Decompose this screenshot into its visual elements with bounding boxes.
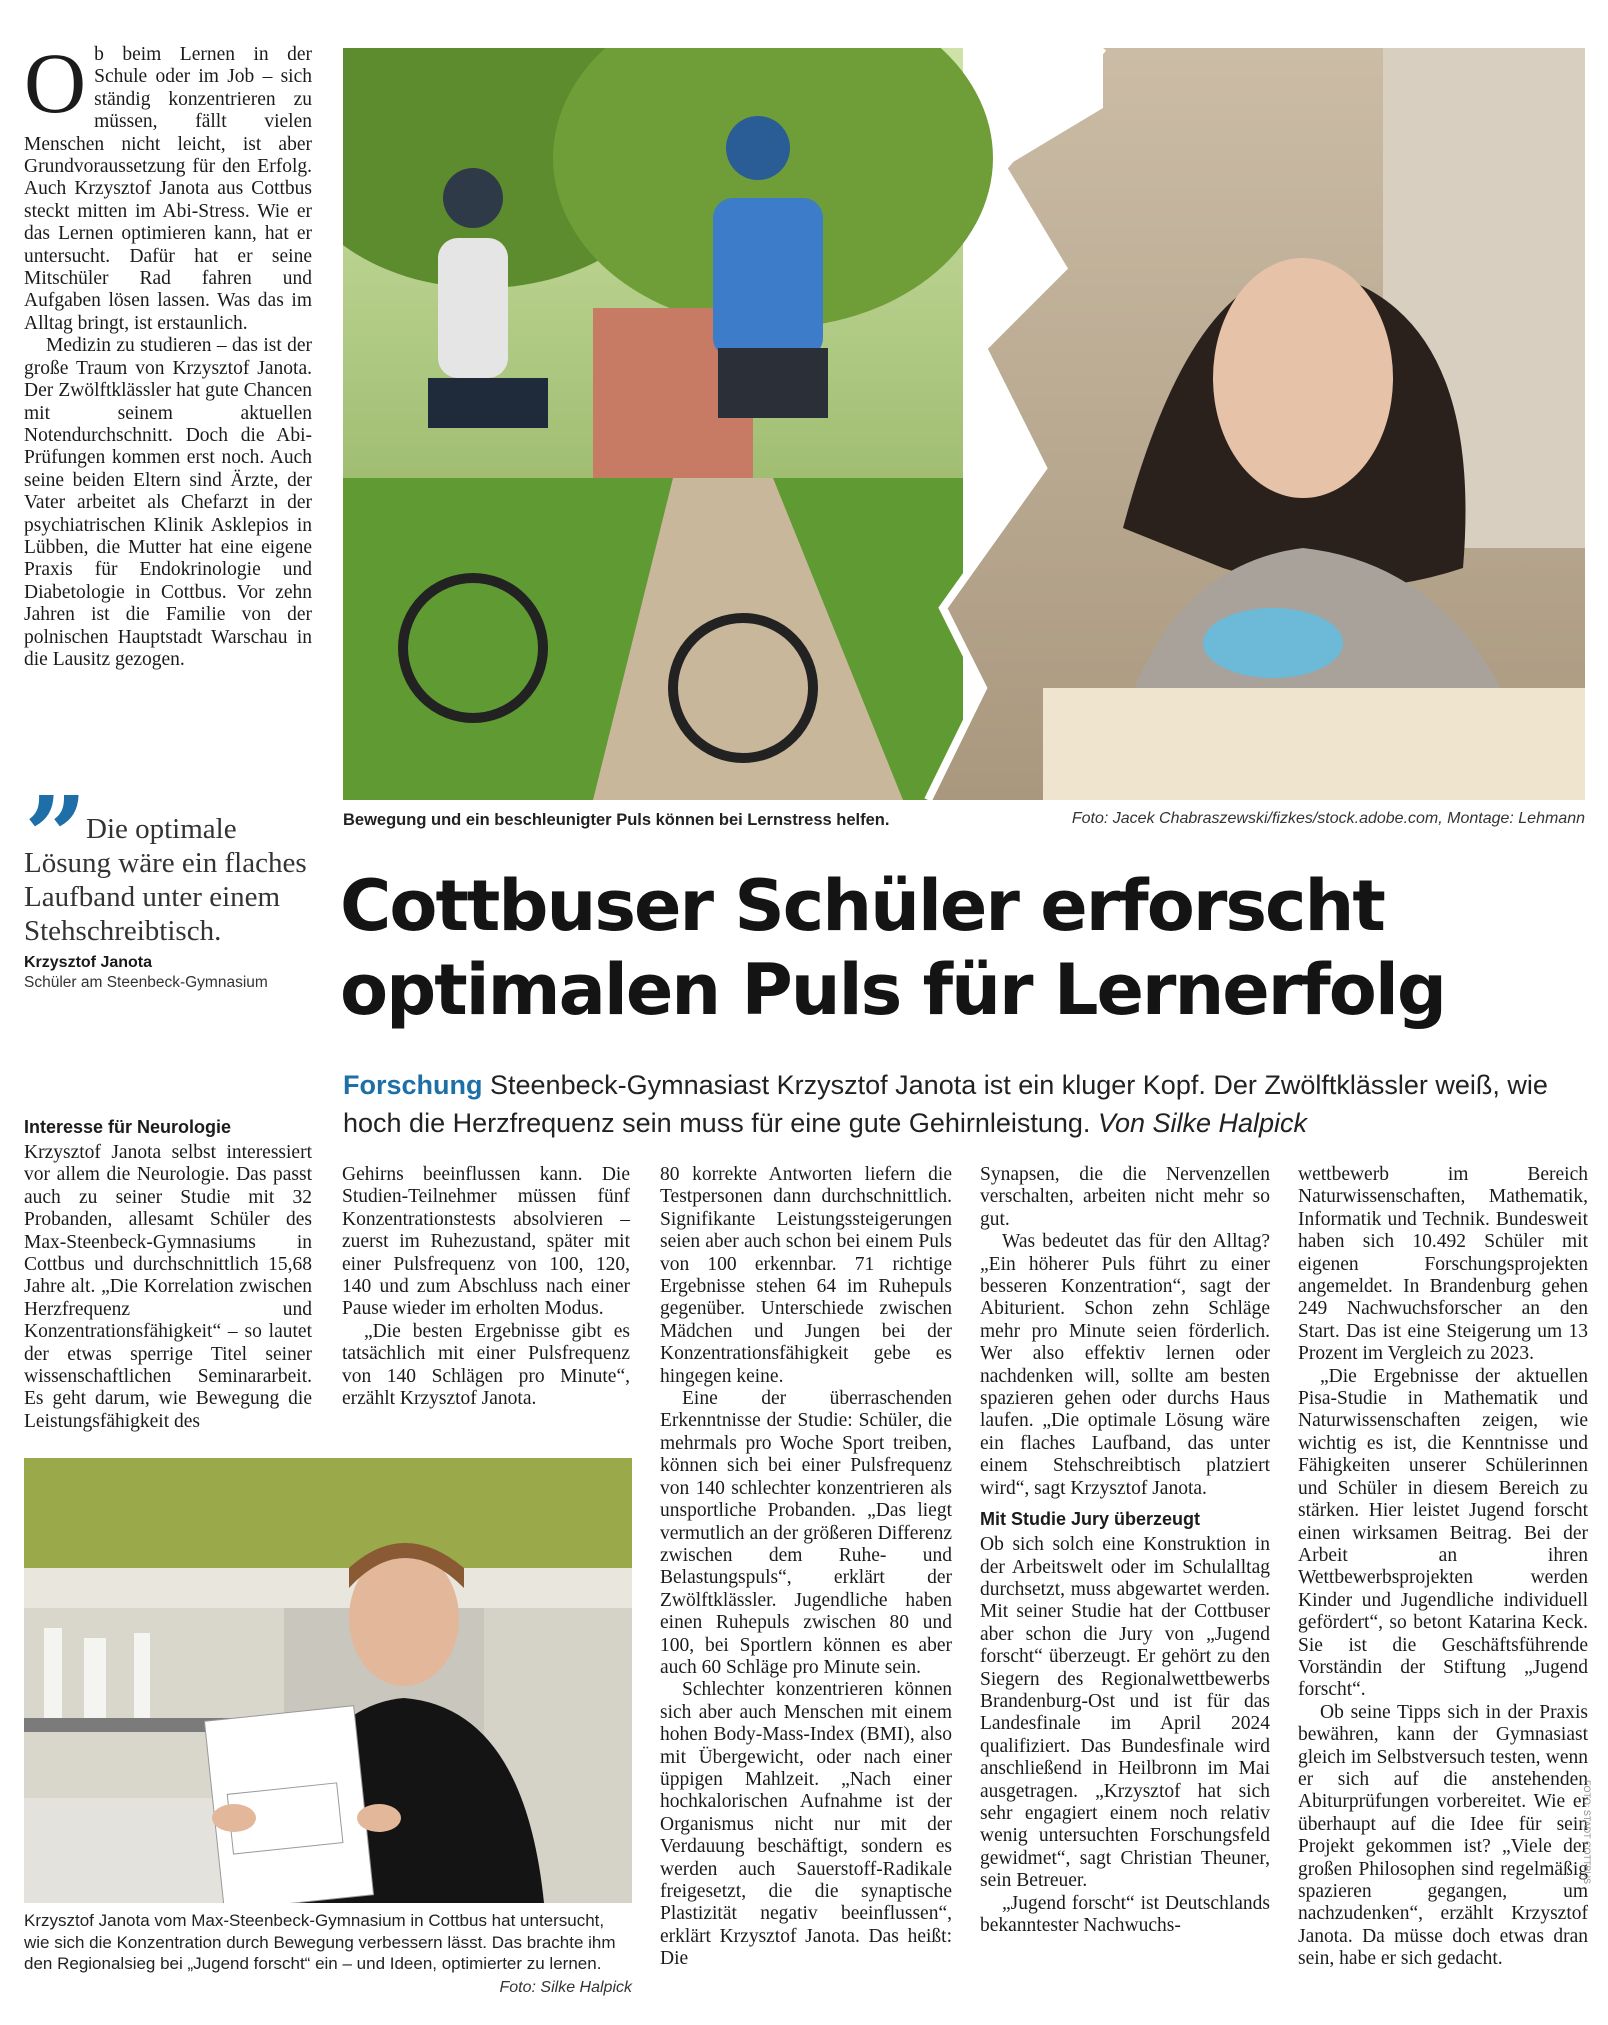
pull-quote bbox=[24, 772, 314, 992]
column-3 bbox=[660, 1164, 952, 1971]
col4-paragraph-2: Was bedeutet das für den Alltag? „Ein höherer Puls führt zu einer besseren Konzentration“, sagt der Abiturient. Schon zehn Schläge mehr pro Minute seien förderlich. Wer also effektiv lernen oder nachdenken will, sollte am besten spazieren gehen oder durchs Haus laufen. „Die optimale Lösung wäre ein flaches Laufband, das unter einem Stehschreibtisch platziert wird“, sagt Krzysztof Janota. bbox=[980, 1231, 1270, 1499]
pull-quote-text: Die optimale Lösung wäre ein flaches Laufband unter einem Stehschreibtisch. bbox=[24, 813, 307, 947]
col3-paragraph-2: Eine der überraschenden Erkenntnisse der Studie: Schüler, die mehrmals pro Woche Sport treiben, können sich bei einer Pulsfrequenz von 140 schlechter konzentrieren als unsportliche Probanden. „Das liegt vermutlich an der größeren Differenz zwischen dem Ruhe- und Belastungspuls“, erklärt der Zwölftklässler. Jugendliche haben einen Ruhepuls zwischen 80 und 100, bei Sportlern können es aber auch 60 Schläge pro Minute sein. bbox=[660, 1388, 952, 1678]
col3-paragraph-3: Schlechter konzentrieren können sich aber auch Menschen mit einem hohen Body-Mass-Index (BMI), also mit Übergewicht, oder nach einer üppigen Mahlzeit. „Nach einer hochkalorischen Aufnahme ist der Organismus nicht nur mit der Verdauung beschäftigt, sondern es werden auch Sauerstoff-Radikale freigesetzt, die die synaptische Plastizität negativ beeinflussen“, erklärt Krzysztof Janota. Das heißt: Die bbox=[660, 1679, 952, 1970]
headline bbox=[340, 864, 1590, 1032]
col5-paragraph-3: Ob seine Tipps sich in der Praxis bewähren, kann der Gymnasiast gleich im Selbstversuch testen, wenn er sich auf die anstehenden Abiturprüfungen vorbereitet. Wie er überhaupt auf die Idee für sein Projekt gekommen ist? „Viele der großen Philosophen sind regelmäßig spazieren gegangen, um nachzudenken“, erzählt Krzysztof Janota. Da müsse doch etwas dran sein, habe er sich gedacht. bbox=[1298, 1701, 1588, 1970]
lab-photo-caption bbox=[24, 1910, 632, 1998]
photo-montage-image bbox=[343, 48, 1585, 800]
col2-paragraph-1: Gehirns beeinflussen kann. Die Studien-Teilnehmer müssen fünf Konzentrationstests absolvieren – zuerst im Ruhezustand, später mit einer Pulsfrequenz von 100, 120, 140 und zum Abschluss nach einer Pause wieder im erholten Modus. bbox=[342, 1164, 630, 1320]
pull-quote-name: Krzysztof Janota bbox=[24, 954, 153, 971]
dropcap: O bbox=[24, 35, 87, 131]
lead-author: Von Silke Halpick bbox=[1097, 1108, 1308, 1138]
column-2 bbox=[342, 1164, 630, 1410]
column-5 bbox=[1298, 1164, 1588, 1971]
col4-paragraph-3: Ob sich solch eine Konstruktion in der Arbeitswelt oder im Schulalltag durchsetzt, muss abgewartet werden. Mit seiner Studie hat der Cottbuser aber schon die Jury von „Jugend forscht“ überzeugt. Er gehört zu den Siegern des Regionalwettbewerbs Brandenburg-Ost und ist für das Landesfinale im April 2024 qualifiziert. Das Bundesfinale wird anschließend in Heilbronn im Mai ausgetragen. „Krzysztof hat sich sehr engagiert einem noch relativ wenig untersuchten Forschungsfeld gewidmet“, sagt Christian Theuner, sein Betreuer. bbox=[980, 1534, 1270, 1892]
subhead-jury: Mit Studie Jury überzeugt bbox=[980, 1509, 1201, 1530]
lead bbox=[343, 1066, 1588, 1142]
intro-column bbox=[24, 35, 312, 671]
side-credit: FOTO: STADT COTTBUS bbox=[1582, 1780, 1592, 1885]
subhead-neurologie: Interesse für Neurologie bbox=[24, 1117, 232, 1137]
lab-photo-caption-text: Krzysztof Janota vom Max-Steenbeck-Gymnasium in Cottbus hat untersucht, wie sich die Konzentration durch Bewegung verbessern lässt. Das brachte ihm den Regionalsieg bei „Jugend forscht“ ein – und Ideen, optimierter zu lernen. bbox=[24, 1911, 616, 1973]
col2-paragraph-2: „Die besten Ergebnisse gibt es tatsächlich mit einer Pulsfrequenz von 140 Schlägen pro Minute“, erzählt Krzysztof Janota. bbox=[342, 1320, 630, 1410]
column-1 bbox=[24, 1114, 312, 1433]
headline-line-1: Cottbuser Schüler erforscht bbox=[340, 865, 1384, 947]
lab-photo-image bbox=[24, 1458, 632, 1903]
main-photo-caption: Bewegung und ein beschleunigter Puls können bei Lernstress helfen. bbox=[343, 811, 890, 829]
col3-paragraph-1: 80 korrekte Antworten liefern die Testpersonen dann durchschnittlich. Signifikante Leistungssteigerungen seien aber auch schon bei einem Puls von 100 erkennbar. 71 richtige Ergebnisse stehen 64 im Ruhepuls gegenüber. Unterschiede zwischen Mädchen und Jungen bei der Konzentrationsfähigkeit gebe es hingegen keine. bbox=[660, 1164, 952, 1387]
column-4 bbox=[980, 1164, 1270, 1937]
main-photo bbox=[343, 48, 1585, 800]
intro-paragraph-2: Medizin zu studieren – das ist der große Traum von Krzysztof Janota. Der Zwölftklässler hat gute Chancen mit seinem aktuellen Notendurchschnitt. Doch die Abi-Prüfungen kommen erst noch. Auch seine beiden Eltern sind Ärzte, der Vater arbeitet als Chefarzt in der psychiatrischen Klinik Asklepios in Lübben, die Mutter hat eine eigene Praxis für Endokrinologie und Diabetologie in Cottbus. Vor zehn Jahren ist die Familie von der polnischen Hauptstadt Warschau in die Lausitz gezogen. bbox=[24, 335, 312, 670]
lead-text: Steenbeck-Gymnasiast Krzysztof Janota ist ein kluger Kopf. Der Zwölftklässler weiß, wie hoch die Herzfrequenz sein muss für eine gute Gehirnleistung. bbox=[343, 1070, 1548, 1138]
col5-paragraph-2: „Die Ergebnisse der aktuellen Pisa-Studie in Mathematik und Naturwissenschaften zeigen, wie wichtig es ist, die Kenntnisse und Fähigkeiten unserer Schülerinnen und Schüler in diesem Bereich zu stärken. Hier leistet Jugend forscht einen wirksamen Beitrag. Bei der Arbeit an ihren Wettbewerbsprojekten werden Kinder und Jugendliche individuell gefördert“, so betont Katarina Keck. Sie ist die Geschäftsführende Vorständin der Stiftung „Jugend forscht“. bbox=[1298, 1365, 1588, 1701]
col4-paragraph-1: Synapsen, die die Nervenzellen verschalten, arbeiten nicht mehr so gut. bbox=[980, 1164, 1270, 1230]
lead-kicker: Forschung bbox=[343, 1070, 483, 1100]
lab-photo-credit: Foto: Silke Halpick bbox=[499, 1978, 632, 1996]
col1-paragraph-1: Krzysztof Janota selbst interessiert vor allem die Neurologie. Das passt auch zu seiner Studie mit 32 Probanden, allesamt Schüler des Max-Steenbeck-Gymnasiums in Cottbus und durchschnittlich 15,68 Jahre alt. „Die Korrelation zwischen Herzfrequenz und Konzentrationsfähigkeit“ – so lautet der etwas sperrige Titel seiner wissenschaftlichen Seminararbeit. Es geht darum, wie Bewegung die Leistungsfähigkeit des bbox=[24, 1142, 312, 1432]
lab-photo bbox=[24, 1458, 632, 1903]
quote-mark-icon: ” bbox=[24, 772, 88, 901]
main-photo-credit: Foto: Jacek Chabraszewski/fizkes/stock.adobe.com, Montage: Lehmann bbox=[1071, 810, 1585, 827]
headline-line-2: optimalen Puls für Lernerfolg bbox=[340, 949, 1445, 1031]
col4-paragraph-4: „Jugend forscht“ ist Deutschlands bekanntester Nachwuchs- bbox=[980, 1892, 1270, 1936]
pull-quote-role: Schüler am Steenbeck-Gymnasium bbox=[24, 974, 268, 991]
col5-paragraph-1: wettbewerb im Bereich Naturwissenschaften, Mathematik, Informatik und Technik. Bundesweit haben sich 10.492 Schüler mit eigenen Forschungsprojekten angemeldet. In Brandenburg gehen 249 Nachwuchsforscher an den Start. Das ist eine Steigerung um 13 Prozent im Vergleich zu 2023. bbox=[1298, 1164, 1588, 1365]
intro-paragraph-1: b beim Lernen in der Schule oder im Job – sich ständig konzentrieren zu müssen, fällt vielen Menschen nicht leicht, ist aber Grundvoraussetzung für den Erfolg. Auch Krzysztof Janota aus Cottbus steckt mitten im Abi-Stress. Wie er das Lernen optimieren kann, hat er untersucht. Dafür hat er seine Mitschüler Rad fahren und Aufgaben lösen lassen. Was das im Alltag bringt, ist erstaunlich. bbox=[24, 44, 312, 334]
